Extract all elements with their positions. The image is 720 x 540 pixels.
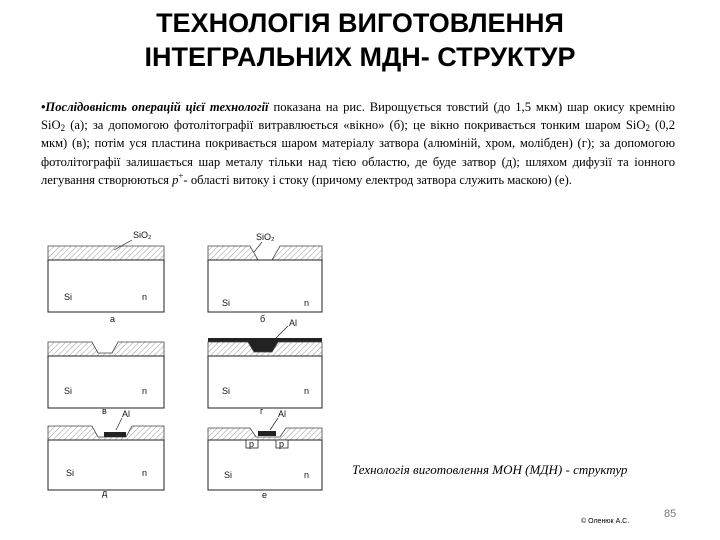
panel-e-al-leader — [116, 418, 122, 430]
panel-f-al-leader — [270, 418, 278, 430]
process-description — [41, 98, 675, 189]
panel-a-substrate — [48, 260, 164, 312]
p-plus-superscript: + — [178, 170, 184, 181]
oxide-sub-1: 2 — [60, 123, 66, 134]
panel-f — [208, 409, 322, 500]
panel-d-n-label: n — [304, 386, 310, 396]
panel-b-n-label: n — [304, 298, 310, 308]
panel-d-al-label: Al — [289, 318, 298, 328]
panel-b-si-label: Si — [222, 298, 231, 308]
panel-d-al-leader — [276, 326, 288, 338]
slide-title — [0, 6, 720, 74]
panel-a-sio2-label: SiO₂ — [133, 230, 152, 240]
figure-caption: Технологія виготовлення МОН (МДН) - структур — [352, 462, 628, 477]
panel-a-si-label: Si — [64, 292, 73, 302]
panel-e-si-label: Si — [66, 468, 75, 478]
p-type-symbol: p — [172, 172, 179, 187]
panel-f-si-label: Si — [224, 470, 233, 480]
panel-a-n-label: n — [142, 292, 148, 302]
panel-f-letter: е — [262, 490, 268, 500]
page-number: 85 — [664, 508, 677, 520]
panel-e-gate-metal — [104, 432, 126, 437]
panel-a-letter: а — [110, 314, 116, 324]
panel-e-n-label: n — [142, 468, 148, 478]
panel-e — [48, 409, 164, 498]
panel-c-si-label: Si — [64, 386, 73, 396]
panel-f-n-label: n — [304, 470, 310, 480]
panel-b-letter: б — [260, 314, 266, 324]
process-diagram-svg — [44, 222, 344, 500]
paragraph-lead: •Послідовність операцій цієї технології — [41, 100, 269, 114]
process-diagram — [44, 222, 344, 500]
panel-c-oxide — [48, 342, 164, 356]
panel-c-letter: в — [102, 406, 107, 416]
panel-d-letter: г — [260, 406, 264, 416]
panel-f-p-label-right: p — [279, 439, 285, 449]
oxide-o-1: O — [51, 118, 61, 133]
paragraph-text-1: показана на рис. Вирощується товстий (до 1,5 мкм) шар окису кремнію Si — [41, 100, 675, 133]
panel-c-n-label: n — [142, 386, 148, 396]
title-line-1: ТЕХНОЛОГІЯ ВИГОТОВЛЕННЯ — [156, 8, 564, 38]
panel-b-sio2-label: SiO₂ — [256, 232, 275, 242]
panel-b-sio2-leader — [254, 242, 262, 252]
panel-b-oxide — [208, 246, 322, 260]
panel-b — [208, 232, 322, 324]
panel-f-p-label-left: p — [249, 439, 255, 449]
title-line-2: ІНТЕГРАЛЬНИХ МДН- СТРУКТУР — [144, 42, 576, 72]
panel-f-gate-metal — [258, 431, 276, 436]
panel-a-oxide — [48, 246, 164, 260]
panel-f-substrate — [208, 440, 322, 490]
oxide-o-2: O — [636, 118, 646, 133]
panel-d-si-label: Si — [222, 386, 231, 396]
oxide-sub-2: 2 — [645, 123, 650, 134]
panel-f-al-label: Al — [278, 409, 287, 419]
panel-c-substrate — [48, 356, 164, 408]
panel-e-letter: д — [102, 488, 108, 498]
paragraph-text-3: (0,2 мкм) (в); потім уся пластина покривається шаром матеріалу затвора (алюміній, хром, молібден) (г); за допомогою фотолітографії залишається шар металу тільки над тією областю, де буде затвор (д); шляхом дифузії та іонного легування створюються — [41, 118, 675, 187]
panel-c — [48, 342, 164, 416]
author-credit: © Оленюк А.С. — [581, 518, 630, 525]
panel-d — [208, 318, 322, 416]
panel-d-substrate — [208, 356, 322, 408]
paragraph-text-4: - області витоку і стоку (причому електрод затвора служить маскою) (е). — [183, 172, 572, 187]
panel-a — [48, 230, 164, 324]
paragraph-text-2: (а); за допомогою фотолітографії витравлюється «вікно» (б); це вікно покривається тонким шаром Si — [65, 118, 637, 133]
panel-e-al-label: Al — [122, 409, 131, 419]
panel-e-substrate — [48, 440, 164, 490]
